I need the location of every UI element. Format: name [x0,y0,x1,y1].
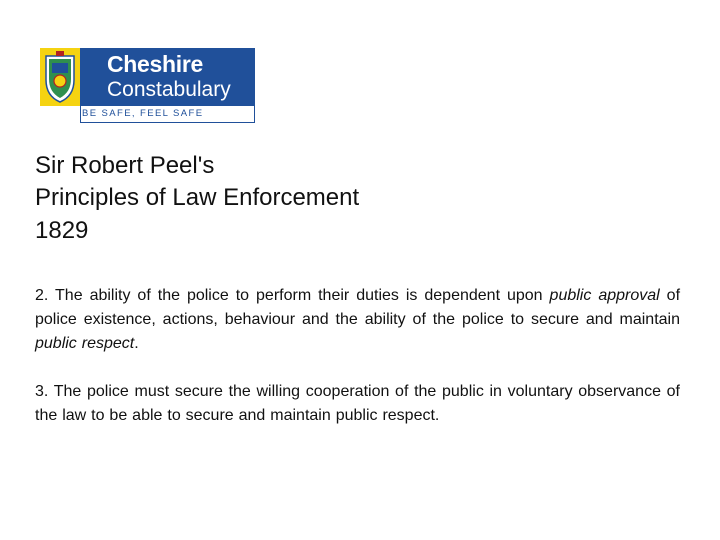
principle-3 [35,380,680,428]
logo-name: Cheshire [107,51,204,77]
title-line-1: Sir Robert Peel's [35,152,215,179]
page-title [35,150,359,247]
logo-tagline: BE SAFE, FEEL SAFE [82,108,204,119]
principle-number: 2. [35,287,49,304]
logo-tagline-box [80,106,255,123]
police-crest-icon [40,48,80,106]
principle-text: of police existence, actions, behaviour and the ability of the police to secure and maintain [35,287,681,328]
title-line-2: Principles of Law Enforcement [35,184,360,212]
principle-text: The police must secure the willing cooperation of the public in voluntary observance of the law to be able to secure and maintain public respect. [35,383,681,424]
principle-text: The ability of the police to perform their duties is dependent upon [55,287,543,304]
principle-2 [35,284,680,356]
principle-emphasis: public approval [549,287,660,304]
title-line-3: 1829 [35,216,89,244]
cheshire-constabulary-logo [40,48,256,124]
principle-end: . [134,335,139,352]
logo-subtitle: Constabulary [107,78,231,101]
principle-emphasis: public respect [35,335,135,352]
principle-number: 3. [35,383,49,400]
